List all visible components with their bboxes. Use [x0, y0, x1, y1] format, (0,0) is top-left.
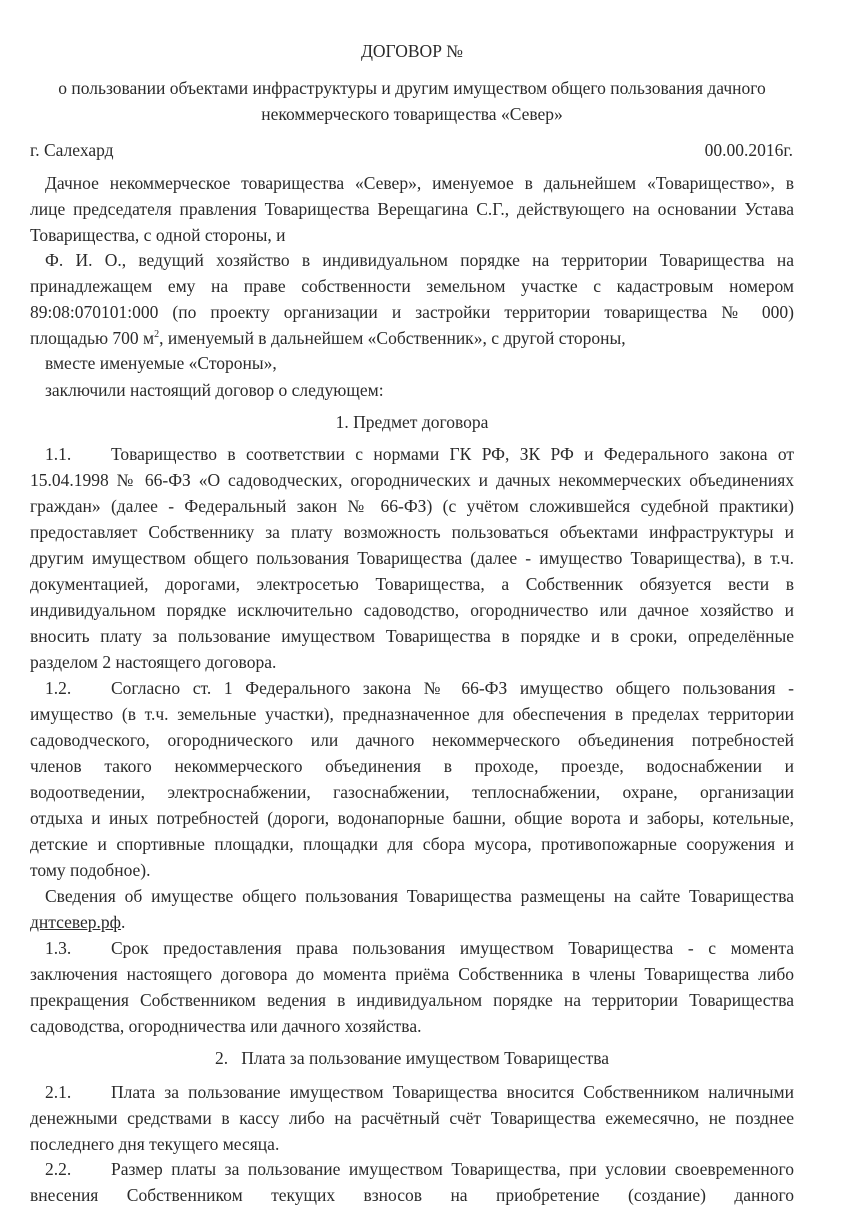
preamble-line [30, 327, 794, 349]
clause-1-3-first [45, 937, 794, 959]
site-info-line [30, 911, 794, 933]
clause-line: индивидуальном порядке исключительно садоводство, огородничество или дачное хозяйство и [30, 600, 794, 620]
preamble-concluded: заключили настоящий договор о следующем: [45, 380, 384, 400]
preamble-line: Дачное некоммерческое товарищества «Север», именуемое в дальнейшем «Товарищество», в [45, 173, 794, 193]
clause-line: тому подобное). [30, 860, 151, 880]
clause-line: членов такого некоммерческого объединения в проходе, проезде, водоснабжении и [30, 756, 794, 776]
site-info: Сведения об имуществе общего пользования Товарищества размещены на сайте Товарищества [45, 886, 794, 906]
clause-2-1-first [45, 1081, 794, 1103]
document-title: ДОГОВОР № [360, 41, 463, 61]
preamble-line: 89:08:070101:000 (по проекту организации и застройки территории товарищества № 000) [30, 302, 794, 322]
clause-line: разделом 2 настоящего договора. [30, 652, 277, 672]
clause-1-2-first [45, 677, 794, 699]
clause-line: последнего дня текущего месяца. [30, 1134, 280, 1154]
preamble-line: принадлежащем ему на праве собственности земельном участке с кадастровым номером [30, 276, 794, 296]
document-subtitle-line: о пользовании объектами инфраструктуры и другим имуществом общего пользования дачного [58, 78, 766, 98]
site-link[interactable]: днтсевер.рф [30, 912, 122, 932]
clause-number: 1.1. [45, 444, 72, 464]
clause-2-2-first [45, 1158, 794, 1180]
clause-line: имущество (в т.ч. земельные участки), предназначенное для обеспечения в пределах территории [30, 704, 794, 724]
preamble-line: лице председателя правления Товарищества Верещагина С.Г., действующего на основании Устава [30, 199, 794, 219]
preamble-line: Ф. И. О., ведущий хозяйство в индивидуальном порядке на территории Товарищества на [45, 250, 794, 270]
clause-line: предоставляет Собственнику за плату возможность пользоваться объектами инфраструктуры и [30, 522, 794, 542]
clause-line: внесения Собственником текущих взносов на приобретение (создание) данного [30, 1185, 794, 1205]
clause-line: денежными средствами в кассу либо на расчётный счёт Товарищества ежемесячно, не позднее [30, 1108, 794, 1128]
clause-text: Товарищество в соответствии с нормами ГК РФ, ЗК РФ и Федерального закона от [111, 444, 794, 464]
city: г. Салехард [30, 140, 114, 160]
clause-line: садоводческого, огороднического или дачного некоммерческого объединения потребностей [30, 730, 794, 750]
clause-line: отдыха и иных потребностей (дороги, водонапорные башни, общие ворота и заборы, котельные, [30, 808, 794, 828]
clause-number: 2.2. [45, 1159, 72, 1179]
area-text-end: , именуемый в дальнейшем «Собственник», с другой стороны, [159, 328, 626, 348]
clause-1-1-first [45, 443, 794, 465]
clause-line: детские и спортивные площадки, площадки для сбора мусора, противопожарные сооружения и [30, 834, 794, 854]
clause-line: документацией, дорогами, электросетью Товарищества, а Собственник обязуется вести в [30, 574, 794, 594]
clause-line: заключения настоящего договора до момента приёма Собственника в члены Товарищества либо [30, 964, 794, 984]
clause-line: вносить плату за пользование имуществом Товарищества в порядке и в сроки, определённые [30, 626, 794, 646]
clause-line: 15.04.1998 № 66-ФЗ «О садоводческих, огороднических и дачных некоммерческих объединениях [30, 470, 794, 490]
section-1-heading: 1. Предмет договора [335, 412, 489, 432]
clause-line: водоотведении, электроснабжении, газоснабжении, теплоснабжении, охране, организации [30, 782, 794, 802]
clause-line: прекращения Собственником ведения в индивидуальном порядке на территории Товарищества [30, 990, 794, 1010]
area-text: площадью 700 м [30, 328, 155, 348]
area-superscript: 2 [154, 329, 160, 341]
clause-line: граждан» (далее - Федеральный закон № 66-ФЗ) (с учётом сложившейся судебной практики) [30, 496, 794, 516]
section-2-heading: 2. Плата за пользование имуществом Товарищества [214, 1048, 610, 1068]
clause-line: другим имуществом общего пользования Товарищества (далее - имущество Товарищества), в т.ч. [30, 548, 794, 568]
clause-number: 1.3. [45, 938, 72, 958]
document-subtitle-line: некоммерческого товарищества «Север» [261, 104, 563, 124]
preamble-together: вместе именуемые «Стороны», [45, 353, 277, 373]
date: 00.00.2016г. [704, 140, 793, 160]
clause-number: 2.1. [45, 1082, 72, 1102]
clause-text: Срок предоставления права пользования имуществом Товарищества - с момента [111, 938, 794, 958]
site-end: . [121, 912, 126, 932]
clause-line: садоводства, огородничества или дачного хозяйства. [30, 1016, 422, 1036]
clause-text: Согласно ст. 1 Федерального закона № 66-ФЗ имущество общего пользования - [111, 678, 794, 698]
clause-text: Плата за пользование имуществом Товарищества вносится Собственником наличными [111, 1082, 794, 1102]
clause-number: 1.2. [45, 678, 72, 698]
preamble-line: Товарищества, с одной стороны, и [30, 225, 286, 245]
clause-text: Размер платы за пользование имуществом Товарищества, при условии своевременного [111, 1159, 794, 1179]
